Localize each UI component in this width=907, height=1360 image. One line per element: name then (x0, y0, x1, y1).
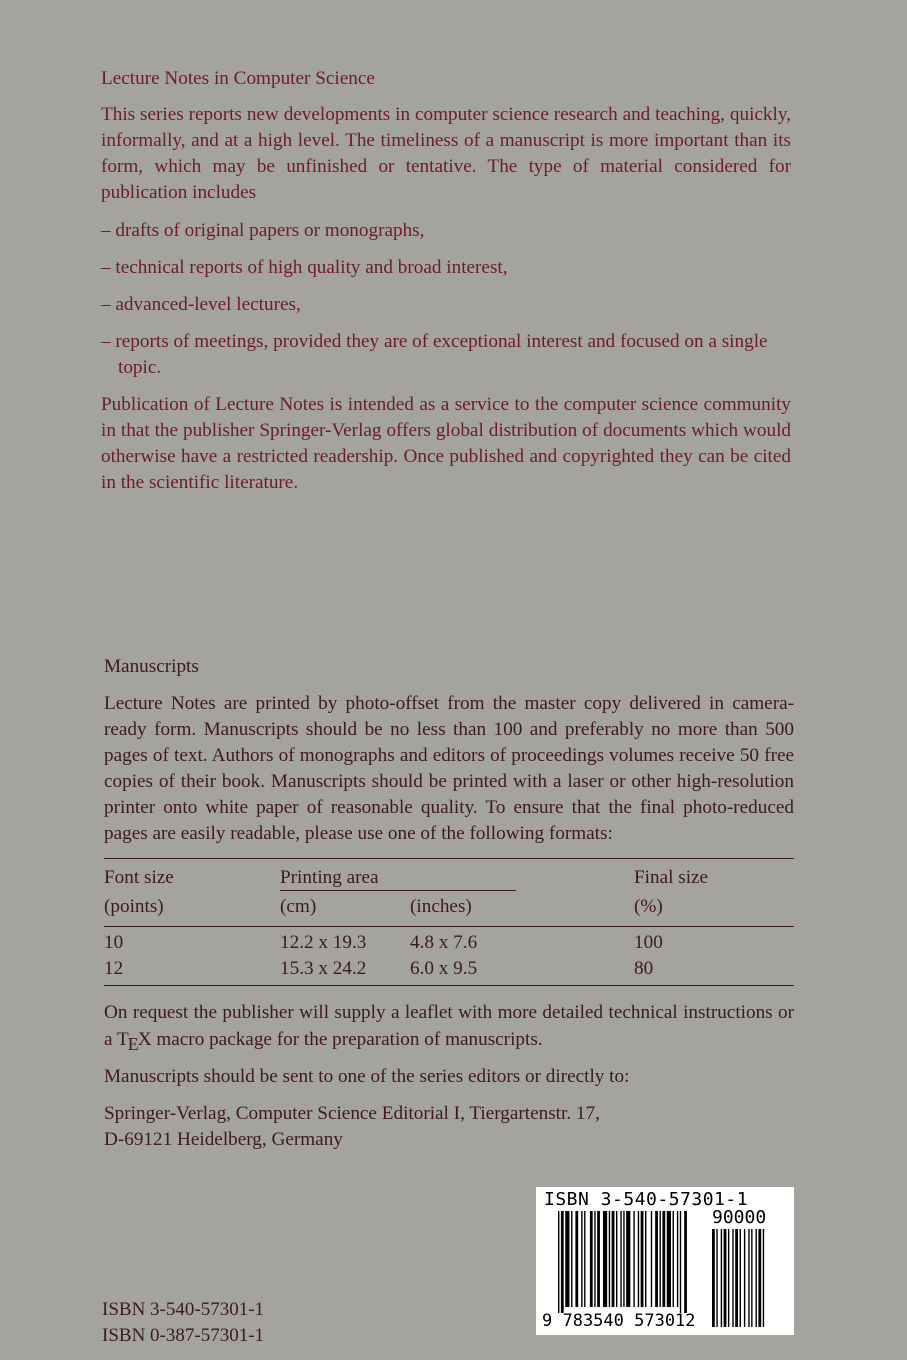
barcode-bar (597, 1211, 600, 1307)
table-cell: 10 (104, 932, 124, 953)
barcode-bar (623, 1211, 624, 1307)
table-rule-bottom (104, 985, 794, 986)
barcode-bar (561, 1211, 564, 1313)
tex-logo-e: E (127, 1034, 139, 1054)
series-title: Lecture Notes in Computer Science (101, 68, 375, 89)
barcode-bar (590, 1211, 593, 1307)
barcode-addon-bar (748, 1229, 749, 1327)
send-to-paragraph: Manuscripts should be sent to one of the series editors or directly to: (104, 1066, 630, 1087)
barcode-bar (680, 1211, 681, 1313)
barcode-bar (565, 1211, 569, 1307)
table-cell: 15.3 x 24.2 (280, 958, 367, 979)
list-item: – reports of meetings, provided they are of exceptional interest and focused on a single topic. (101, 331, 768, 378)
list-item: – technical reports of high quality and broad interest, (101, 257, 508, 278)
table-rule-mid (104, 926, 794, 927)
barcode-bar (655, 1211, 658, 1307)
isbn-line: ISBN 0-387-57301-1 (102, 1325, 265, 1346)
publication-paragraph: Publication of Lecture Notes is intended as a service to the computer science community in that the publisher Springer-Verlag offers global distribution of documents which would otherwise have a restricted readership. Once published and copyrighted they can be cited in the scientific literature. (101, 394, 791, 493)
address-line: Springer-Verlag, Computer Science Editorial I, Tiergartenstr. 17, (104, 1103, 600, 1124)
barcode-bar (558, 1211, 559, 1313)
list-item: – advanced-level lectures, (101, 294, 301, 315)
header-font-size-unit: (points) (104, 896, 164, 917)
barcode-addon-bar (756, 1229, 757, 1327)
barcode-addon-bar (735, 1229, 738, 1327)
barcode-addon-bar (712, 1229, 715, 1327)
header-inches: (inches) (410, 896, 472, 917)
barcode-bar (584, 1211, 585, 1307)
barcode-addon-bar (721, 1229, 722, 1327)
barcode-addon-bar (740, 1229, 741, 1327)
header-final-size: Final size (634, 867, 709, 888)
barcode-addon-bar (751, 1229, 752, 1327)
barcode-isbn-text: ISBN 3-540-57301-1 (544, 1189, 749, 1210)
barcode-addon-bar (758, 1229, 761, 1327)
barcode-bar (620, 1211, 621, 1307)
manuscripts-title: Manuscripts (104, 656, 199, 677)
address (104, 1101, 794, 1153)
barcode-bar (662, 1211, 665, 1307)
barcode-addon-bar (744, 1229, 745, 1327)
barcode-bar (581, 1211, 582, 1307)
series-section (101, 66, 791, 508)
barcode-bar (638, 1211, 639, 1307)
barcode-bar (626, 1211, 630, 1307)
barcode-bar (616, 1211, 617, 1307)
barcode-bar (677, 1211, 678, 1307)
barcode-bar (645, 1211, 646, 1307)
request-paragraph (104, 1000, 794, 1053)
header-font-size: Font size (104, 867, 174, 888)
barcode-bar (660, 1211, 661, 1307)
barcode-addon-bar (716, 1229, 717, 1327)
barcode-bar (612, 1211, 615, 1307)
table-cell: 100 (634, 932, 663, 953)
table-cell: 4.8 x 7.6 (410, 932, 478, 953)
barcode-bar (575, 1211, 578, 1307)
isbn-line: ISBN 3-540-57301-1 (102, 1299, 265, 1320)
barcode-bar (571, 1211, 572, 1307)
table-rule-top (104, 858, 794, 859)
header-final-size-unit: (%) (634, 896, 663, 917)
table-subrule (280, 890, 516, 891)
header-printing-area: Printing area (280, 867, 379, 888)
list-item: – drafts of original papers or monographs, (101, 220, 425, 241)
barcode-addon-bar (763, 1229, 764, 1327)
address-line: D-69121 Heidelberg, Germany (104, 1129, 343, 1150)
table-cell: 12.2 x 19.3 (280, 932, 367, 953)
barcode-addon-text: 90000 (712, 1207, 767, 1228)
request-text-before: On request the publisher will supply a leaflet with more detailed technical instructions or a T (104, 1002, 794, 1050)
formats-table (104, 858, 794, 980)
barcode (536, 1187, 794, 1335)
table-cell: 12 (104, 958, 124, 979)
barcode-bar (651, 1211, 652, 1307)
barcode-bar (633, 1211, 634, 1307)
barcode-bar (667, 1211, 671, 1307)
manuscripts-body: Lecture Notes are printed by photo-offset from the master copy delivered in camera-ready form. Manuscripts should be no less than 100 and preferably no more than 500 pages of text. Authors of monographs and editors of proceedings volumes receive 50 free copies of their book. Manuscripts should be printed with a laser or other high-resolution printer onto white paper of reasonable quality. To ensure that the final photo-reduced pages are easily readable, please use one of the following formats: (104, 693, 794, 844)
barcode-bar (641, 1211, 644, 1307)
header-cm: (cm) (280, 896, 317, 917)
barcode-bar (673, 1211, 674, 1307)
request-text-after: X macro package for the preparation of manuscripts. (137, 1029, 543, 1050)
barcode-addon-bar (728, 1229, 729, 1327)
barcode-bar (594, 1211, 595, 1307)
series-intro: This series reports new developments in computer science research and teaching, quickly, informally, and at a high level. The timeliness of a manuscript is more important than its form, which may be unfinished or tentative. The type of material considered for publication includes (101, 104, 791, 203)
barcode-addon-bar (732, 1229, 733, 1327)
barcode-addon-bar (724, 1229, 727, 1327)
barcode-bar (603, 1211, 607, 1307)
table-cell: 6.0 x 9.5 (410, 958, 478, 979)
isbn-block (102, 1297, 264, 1349)
table-cell: 80 (634, 958, 654, 979)
barcode-bar (609, 1211, 610, 1307)
manuscripts-section (104, 654, 794, 1153)
barcode-bar (684, 1211, 687, 1313)
barcode-number: 9 783540 573012 (542, 1311, 696, 1331)
